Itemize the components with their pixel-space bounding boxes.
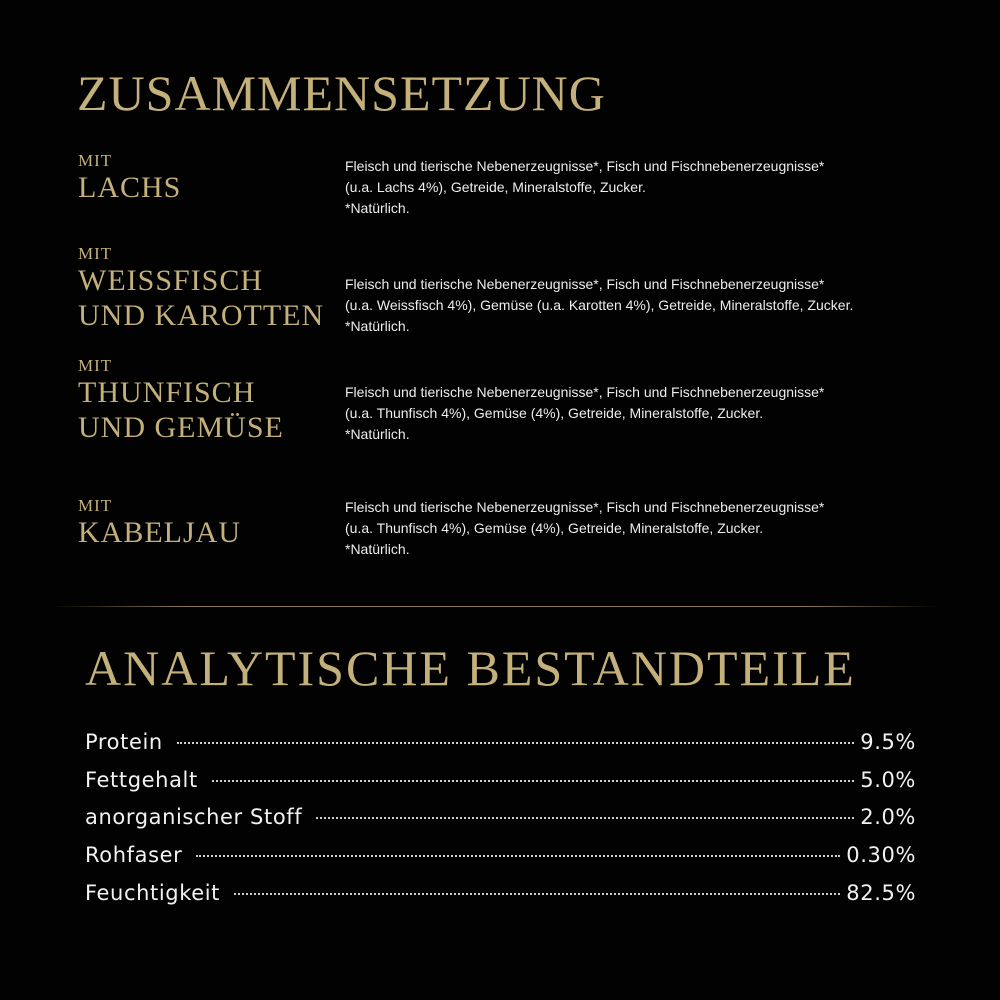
variety-prefix: MIT xyxy=(78,151,113,170)
ingredients-line: Fleisch und tierische Nebenerzeugnisse*, Fisch und Fischnebenerzeugnisse* xyxy=(345,158,825,174)
analytics-value: 82.5% xyxy=(846,880,916,905)
variety-name: KABELJAU xyxy=(78,516,241,549)
ingredients-line: (u.a. Thunfisch 4%), Gemüse (4%), Getreide, Mineralstoffe, Zucker. xyxy=(345,520,764,536)
variety-title-weissfisch xyxy=(78,245,324,333)
ingredients-footnote: *Natürlich. xyxy=(345,200,410,216)
dot-leader xyxy=(177,742,854,744)
analytics-row-protein xyxy=(85,730,916,768)
analytics-heading: ANALYTISCHE BESTANDTEILE xyxy=(85,640,856,696)
ingredients-line: Fleisch und tierische Nebenerzeugnisse*, Fisch und Fischnebenerzeugnisse* xyxy=(345,384,825,400)
dot-leader xyxy=(196,855,840,857)
analytics-label: Rohfaser xyxy=(85,843,183,868)
ingredients-thunfisch xyxy=(345,382,945,445)
analytics-row-fettgehalt xyxy=(85,768,916,806)
analytics-label: Protein xyxy=(85,730,163,754)
variety-title-lachs xyxy=(78,152,181,205)
dot-leader xyxy=(212,780,854,782)
analytics-row-feuchtigkeit xyxy=(85,881,916,919)
analytics-value: 9.5% xyxy=(860,730,916,754)
analytics-label: Feuchtigkeit xyxy=(85,880,221,905)
variety-prefix: MIT xyxy=(78,244,113,263)
variety-prefix: MIT xyxy=(78,496,113,515)
ingredients-footnote: *Natürlich. xyxy=(345,541,410,557)
analytics-table xyxy=(85,730,916,918)
ingredients-kabeljau xyxy=(345,497,945,560)
variety-name: UND KAROTTEN xyxy=(78,299,325,332)
ingredients-line: Fleisch und tierische Nebenerzeugnisse*, Fisch und Fischnebenerzeugnisse* xyxy=(345,276,825,292)
analytics-row-rohfaser xyxy=(85,843,916,881)
variety-name: WEISSFISCH xyxy=(78,264,264,297)
analytics-value: 5.0% xyxy=(860,767,916,792)
composition-heading: ZUSAMMENSETZUNG xyxy=(77,65,606,121)
dot-leader xyxy=(234,893,840,895)
ingredients-line: (u.a. Lachs 4%), Getreide, Mineralstoffe, Zucker. xyxy=(345,179,646,195)
analytics-value: 2.0% xyxy=(860,805,916,830)
ingredients-line: Fleisch und tierische Nebenerzeugnisse*, Fisch und Fischnebenerzeugnisse* xyxy=(345,499,825,515)
variety-name: UND GEMÜSE xyxy=(78,411,284,444)
ingredients-line: (u.a. Thunfisch 4%), Gemüse (4%), Getreide, Mineralstoffe, Zucker. xyxy=(345,405,764,421)
section-divider xyxy=(50,606,940,607)
variety-title-thunfisch xyxy=(78,357,284,445)
ingredients-lachs xyxy=(345,156,945,219)
variety-prefix: MIT xyxy=(78,356,113,375)
analytics-label: anorganischer Stoff xyxy=(85,805,303,830)
analytics-row-anorganischer-stoff xyxy=(85,805,916,843)
ingredients-footnote: *Natürlich. xyxy=(345,426,410,442)
variety-name: LACHS xyxy=(78,171,182,204)
ingredients-line: (u.a. Weissfisch 4%), Gemüse (u.a. Karotten 4%), Getreide, Mineralstoffe, Zucker. xyxy=(345,297,854,313)
ingredients-weissfisch xyxy=(345,274,945,337)
variety-name: THUNFISCH xyxy=(78,376,256,409)
variety-title-kabeljau xyxy=(78,497,241,550)
analytics-label: Fettgehalt xyxy=(85,767,198,792)
dot-leader xyxy=(316,817,854,819)
ingredients-footnote: *Natürlich. xyxy=(345,318,410,334)
analytics-value: 0.30% xyxy=(846,843,916,868)
